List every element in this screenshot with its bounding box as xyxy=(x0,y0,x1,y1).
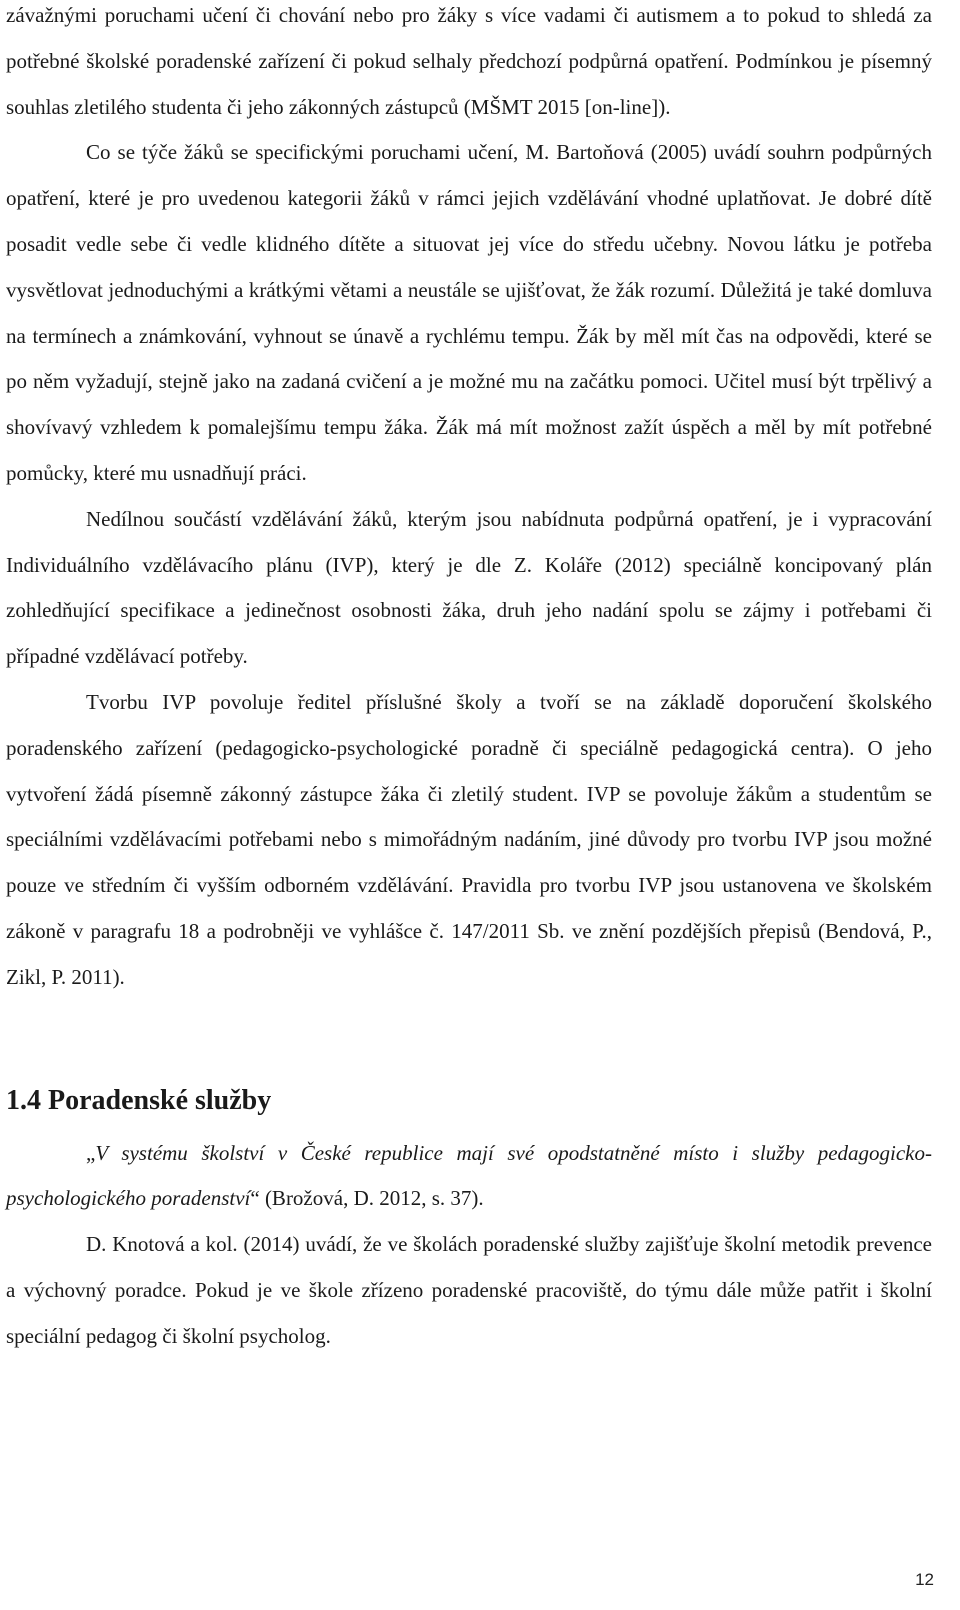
quote-close-mark: “ xyxy=(250,1186,260,1211)
document-page xyxy=(6,0,932,1360)
paragraph-ivp-creation: Tvorbu IVP povoluje ředitel příslušné školy a tvoří se na základě doporučení školského poradenského zařízení (pedagogicko-psychologické poradně či speciálně pedagogická centra). O jeho vytvoření žádá písemně zákonný zástupce žáka či zletilý student. IVP se povoluje žákům a studentům se speciálními vzdělávacími potřebami nebo s mimořádným nadáním, jiné důvody pro tvorbu IVP jsou možné pouze ve středním či vyšším odborném vzdělávání. Pravidla pro tvorbu IVP jsou ustanovena ve školském zákoně v paragrafu 18 a podrobněji ve vyhlášce č. 147/2011 Sb. ve znění pozdějších přepisů (Bendová, P., Zikl, P. 2011). xyxy=(6,689,932,989)
quote-text: V systému školství v České republice mají své opodstatněné místo i služby pedagogicko-psychologického poradenství xyxy=(6,1140,932,1211)
quote-paragraph xyxy=(6,1131,932,1223)
paragraph-counseling-services: D. Knotová a kol. (2014) uvádí, že ve školách poradenské služby zajišťuje školní metodik prevence a výchovný poradce. Pokud je ve škole zřízeno poradenské pracoviště, do týmu dále může patřit i školní speciální pedagog či školní psycholog. xyxy=(6,1232,932,1348)
quote-open-mark: „ xyxy=(86,1140,96,1165)
section-heading: 1.4 Poradenské služby xyxy=(6,1084,272,1116)
paragraph-specific-learning-disorders: Co se týče žáků se specifickými poruchami učení, M. Bartoňová (2005) uvádí souhrn podpůrných opatření, které je pro uvedenou kategorii žáků v rámci jejich vzdělávání vhodné uplatňovat. Je dobré dítě posadit vedle sebe či vedle klidného dítěte a situovat jej více do středu učebny. Novou látku je potřeba vysvětlovat jednoduchými a krátkými větami a neustále se ujišťovat, že žák rozumí. Důležitá je také domluva na termínech a známkování, vyhnout se únavě a rychlému tempu. Žák by měl mít čas na odpovědi, které se po něm vyžadují, stejně jako na zadaná cvičení a je možné mu na začátku pomoci. Učitel musí být trpělivý a shovívavý vzhledem k pomalejšímu tempu žáka. Žák má mít možnost zažít úspěch a měl by mít potřebné pomůcky, které mu usnadňují práci. xyxy=(6,140,932,485)
page-number: 12 xyxy=(915,1570,934,1589)
paragraph-continuation: závažnými poruchami učení či chování nebo pro žáky s více vadami či autismem a to pokud to shledá za potřebné školské poradenské zařízení či pokud selhaly předchozí podpůrná opatření. Podmínkou je písemný souhlas zletilého studenta či jeho zákonných zástupců (MŠMT 2015 [on-line]). xyxy=(6,3,932,119)
paragraph-ivp-introduction: Nedílnou součástí vzdělávání žáků, kterým jsou nabídnuta podpůrná opatření, je i vypracování Individuálního vzdělávacího plánu (IVP), který je dle Z. Koláře (2012) speciálně koncipovaný plán zohledňující specifikace a jedinečnost osobnosti žáka, druh jeho nadání spolu se zájmy i potřebami či případné vzdělávací potřeby. xyxy=(6,506,932,669)
quote-citation: (Brožová, D. 2012, s. 37). xyxy=(259,1186,484,1211)
